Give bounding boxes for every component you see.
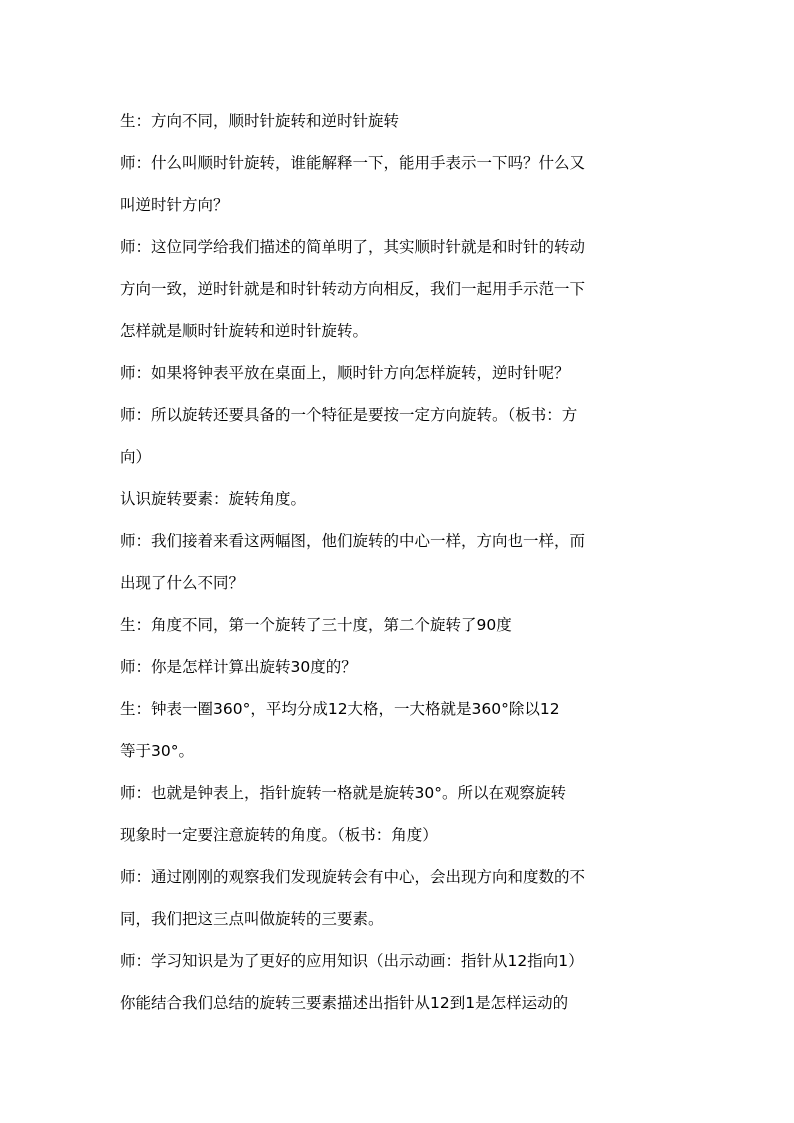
text-line: 现象时一定要注意旋转的角度。（板书：角度） [120, 826, 438, 844]
text-line: 师：这位同学给我们描述的简单明了，其实顺时针就是和时针的转动 [120, 238, 586, 256]
paragraph [120, 688, 680, 772]
paragraph [120, 142, 680, 226]
text-line: 向） [120, 448, 152, 466]
paragraph [120, 604, 680, 646]
paragraph [120, 520, 680, 604]
paragraph [120, 940, 680, 1024]
paragraph [120, 646, 680, 688]
paragraph [120, 352, 680, 394]
text-line: 师：我们接着来看这两幅图，他们旋转的中心一样，方向也一样，而 [120, 532, 586, 550]
text-line: 你能结合我们总结的旋转三要素描述出指针从12到1是怎样运动的 [120, 994, 569, 1012]
text-line: 师：也就是钟表上，指针旋转一格就是旋转30°。所以在观察旋转 [120, 784, 566, 802]
paragraph [120, 856, 680, 940]
text-line: 认识旋转要素：旋转角度。 [120, 490, 307, 508]
text-line: 同，我们把这三点叫做旋转的三要素。 [120, 910, 384, 928]
text-line: 师：所以旋转还要具备的一个特征是要按一定方向旋转。（板书：方 [120, 406, 578, 424]
text-line: 师：你是怎样计算出旋转30度的？ [120, 658, 357, 676]
text-line: 师：学习知识是为了更好的应用知识（出示动画：指针从12指向1） [120, 952, 584, 970]
paragraph [120, 394, 680, 478]
text-line: 出现了什么不同？ [120, 574, 245, 592]
text-line: 生：方向不同，顺时针旋转和逆时针旋转 [120, 112, 400, 130]
text-line: 方向一致，逆时针就是和时针转动方向相反，我们一起用手示范一下 [120, 280, 586, 298]
text-line: 生：钟表一圈360°，平均分成12大格，一大格就是360°除以12 [120, 700, 560, 718]
text-line: 师：通过刚刚的观察我们发现旋转会有中心，会出现方向和度数的不 [120, 868, 586, 886]
text-line: 师：什么叫顺时针旋转，谁能解释一下，能用手表示一下吗？什么又 [120, 154, 586, 172]
paragraph [120, 226, 680, 352]
document-body [120, 100, 680, 1024]
paragraph [120, 478, 680, 520]
text-line: 怎样就是顺时针旋转和逆时针旋转。 [120, 322, 369, 340]
text-line: 师：如果将钟表平放在桌面上，顺时针方向怎样旋转，逆时针呢？ [120, 364, 570, 382]
paragraph [120, 772, 680, 856]
text-line: 生：角度不同，第一个旋转了三十度，第二个旋转了90度 [120, 616, 512, 634]
paragraph [120, 100, 680, 142]
text-line: 等于30°。 [120, 742, 194, 760]
text-line: 叫逆时针方向？ [120, 196, 229, 214]
